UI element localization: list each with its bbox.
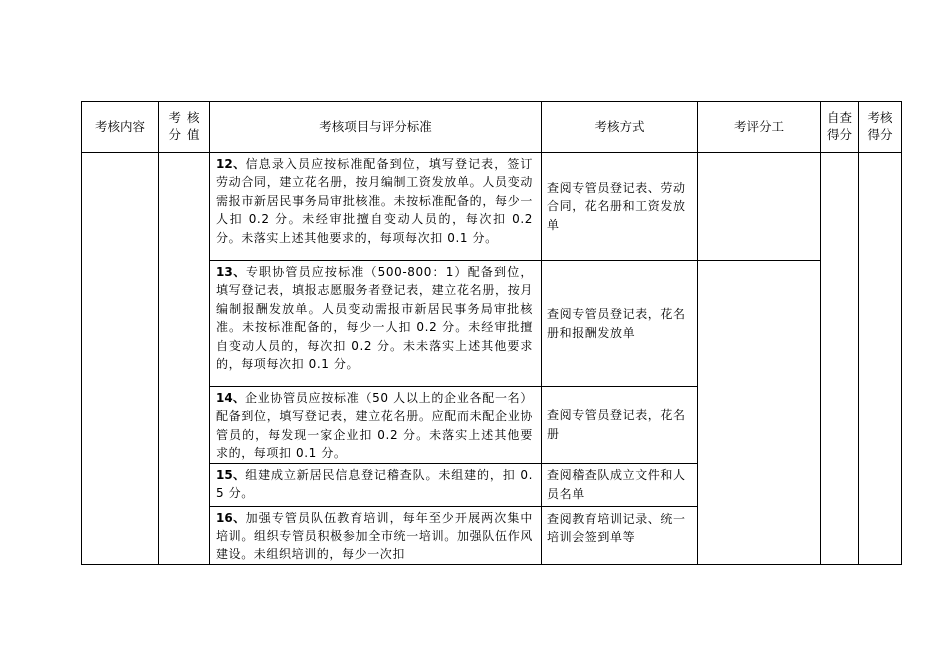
method-cell: 查阅专管员登记表，花名册 <box>542 387 698 464</box>
method-cell: 查阅教育培训记录、统一培训会签到单等 <box>542 506 698 564</box>
final-score-cell <box>859 153 902 565</box>
header-method: 考核方式 <box>542 102 698 153</box>
item-cell: 16、加强专管员队伍教育培训，每年至少开展两次集中培训。组织专管员积极参加全市统一培训。加强队伍作风建设。未组织培训的，每少一次扣 <box>210 506 542 564</box>
item-cell: 13、专职协管员应按标准（500-800：1）配备到位，填写登记表，填报志愿服务者登记表，建立花名册，按月编制报酬发放单。人员变动需报市新居民事务局审批核准。未按标准配备的，每少一人扣 0.2 分。未经审批擅自变动人员的，每次扣 0.2 分。未未落实上述其他要求的，每项每次扣 0.1 分。 <box>210 261 542 387</box>
method-cell: 查阅专管员登记表，花名册和报酬发放单 <box>542 261 698 387</box>
item-cell: 12、信息录入员应按标准配备到位，填写登记表，签订劳动合同，建立花名册，按月编制工资发放单。人员变动需报市新居民事务局审批核准。未按标准配备的，每少一人扣 0.2 分。未经审批擅自变动人员的，每次扣 0.2 分。未落实上述其他要求的，每项每次扣 0.1 分。 <box>210 153 542 261</box>
header-score: 考核 分值 <box>159 102 210 153</box>
header-row <box>82 102 902 153</box>
header-self-score: 自查 得分 <box>821 102 859 153</box>
header-items: 考核项目与评分标准 <box>210 102 542 153</box>
header-content: 考核内容 <box>82 102 159 153</box>
header-role: 考评分工 <box>698 102 821 153</box>
header-final-score: 考核 得分 <box>859 102 902 153</box>
role-cell <box>698 261 821 565</box>
item-cell: 15、组建成立新居民信息登记稽查队。未组建的，扣 0.5 分。 <box>210 463 542 506</box>
content-cell <box>82 153 159 565</box>
assessment-table <box>81 101 902 565</box>
role-cell <box>698 153 821 261</box>
self-score-cell <box>821 153 859 565</box>
score-cell <box>159 153 210 565</box>
method-cell: 查阅稽查队成立文件和人员名单 <box>542 463 698 506</box>
item-cell: 14、企业协管员应按标准（50 人以上的企业各配一名）配备到位，填写登记表，建立花名册。应配而未配企业协管员的，每发现一家企业扣 0.2 分。未落实上述其他要求的，每项扣 0.1 分。 <box>210 387 542 464</box>
method-cell: 查阅专管员登记表、劳动合同，花名册和工资发放单 <box>542 153 698 261</box>
table-row <box>82 153 902 261</box>
